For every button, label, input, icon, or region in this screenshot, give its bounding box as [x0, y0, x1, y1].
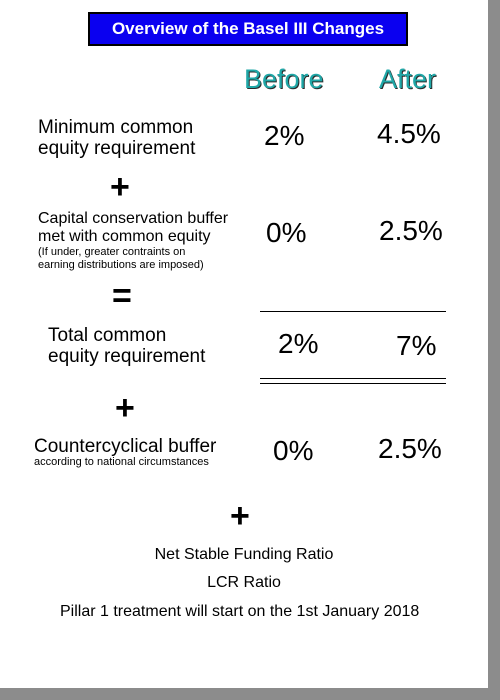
row-conservation-buffer-label: Capital conservation buffer met with common equity [38, 210, 229, 245]
plus-sign: + [230, 497, 250, 535]
sum-double-rule-bottom [260, 383, 446, 384]
row-conservation-buffer-before: 0% [266, 217, 307, 248]
footer-pillar1: Pillar 1 treatment will start on the 1st January 2018 [60, 603, 420, 620]
footer-nsfr: Net Stable Funding Ratio [154, 546, 334, 563]
row-countercyclical-after: 2.5% [378, 433, 442, 464]
column-header-before: Before [244, 64, 324, 94]
row-countercyclical-before: 0% [273, 435, 314, 466]
row-countercyclical-label: Countercyclical buffer [34, 436, 217, 457]
plus-sign: + [115, 389, 135, 427]
column-header-after: After [379, 64, 437, 94]
equals-sign: = [112, 277, 132, 315]
row-conservation-buffer-note: (If under, greater contraints on earning distributions are imposed) [38, 246, 204, 271]
row-minimum-equity-before: 2% [264, 120, 305, 151]
row-minimum-equity-label: Minimum common equity requirement [38, 117, 196, 159]
row-total-equity-label: Total common equity requirement [48, 325, 206, 367]
sum-double-rule-top [260, 378, 446, 379]
row-total-equity-before: 2% [278, 328, 319, 359]
slide-title: Overview of the Basel III Changes [88, 12, 408, 46]
row-countercyclical-note: according to national circumstances [34, 456, 209, 468]
sum-top-rule [260, 311, 446, 312]
row-total-equity-after: 7% [396, 330, 437, 361]
footer-lcr: LCR Ratio [207, 574, 281, 591]
row-minimum-equity-after: 4.5% [377, 118, 441, 149]
plus-sign: + [110, 168, 130, 206]
row-conservation-buffer-after: 2.5% [379, 215, 443, 246]
